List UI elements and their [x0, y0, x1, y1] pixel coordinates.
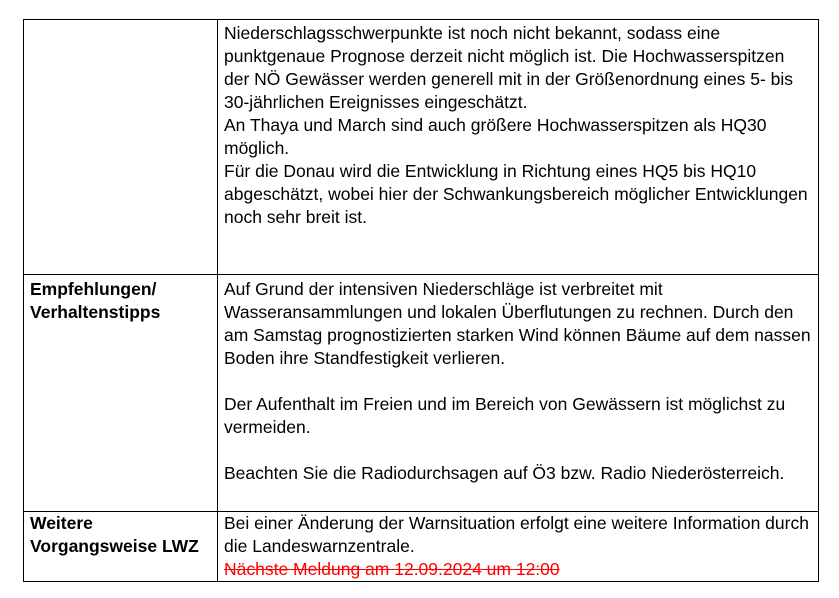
thaya-march-paragraph: An Thaya und March sind auch größere Hochwasserspitzen als HQ30 möglich. [224, 115, 767, 158]
flooding-paragraph: Auf Grund der intensiven Niederschläge ist verbreitet mit Wasseransammlungen und lokalen Überflutungen zu rechnen. Durch den am Samstag prognostizierten starken Wind können Bäume auf dem nassen Boden ihre Standfestigkeit verlieren. [224, 279, 811, 368]
table-row-forecast [24, 20, 819, 275]
forecast-text-cell [218, 20, 819, 275]
row-label-recommendations: Empfehlungen/ Verhaltenstipps [24, 275, 218, 512]
paragraph-spacer [224, 370, 812, 393]
procedure-paragraph: Bei einer Änderung der Warnsituation erfolgt eine weitere Information durch die Landeswarnzentrale. [224, 513, 809, 556]
table-row-procedure [24, 512, 819, 582]
row-label-empty [24, 20, 218, 275]
radio-paragraph: Beachten Sie die Radiodurchsagen auf Ö3 bzw. Radio Niederösterreich. [224, 463, 785, 483]
forecast-paragraph: Niederschlagsschwerpunkte ist noch nicht bekannt, sodass eine punktgenaue Prognose derzeit nicht möglich ist. Die Hochwasserspitzen der NÖ Gewässer werden generell mit in der Größenordnung eines 5- bis 30-jährlichen Ereignisses eingeschätzt. [224, 23, 794, 112]
procedure-text-cell [218, 512, 819, 582]
paragraph-spacer [224, 439, 812, 462]
warning-report-table [23, 19, 819, 582]
row-label-procedure: Weitere Vorgangsweise LWZ [24, 512, 218, 582]
outdoor-warning-paragraph: Der Aufenthalt im Freien und im Bereich von Gewässern ist möglichst zu vermeiden. [224, 394, 786, 437]
table-row-recommendations [24, 275, 819, 512]
donau-paragraph: Für die Donau wird die Entwicklung in Richtung eines HQ5 bis HQ10 abgeschätzt, wobei hier der Schwankungsbereich möglicher Entwicklungen noch sehr breit ist. [224, 161, 808, 227]
recommendations-text-cell [218, 275, 819, 512]
next-report-struck-line: Nächste Meldung am 12.09.2024 um 12:00 [224, 559, 560, 579]
